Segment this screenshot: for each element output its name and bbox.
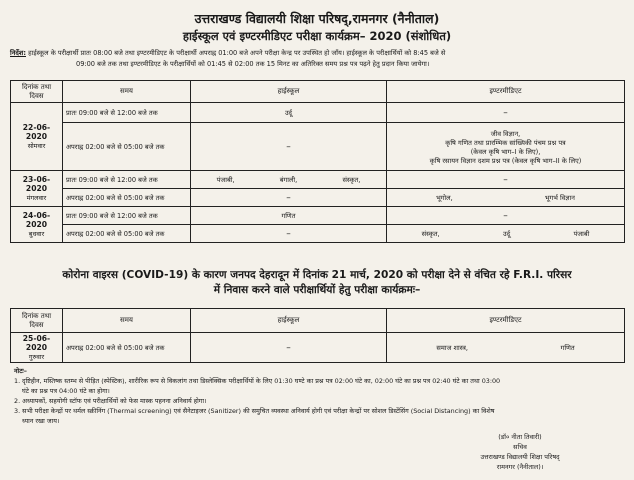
intermediate-subject	[387, 189, 625, 207]
day-value: बुधवार	[28, 230, 45, 238]
footnotes	[14, 366, 620, 426]
day-value: गुरुवार	[28, 353, 45, 361]
date-value: 23-06-2020	[22, 175, 51, 193]
subject-line: जीव विज्ञान,	[490, 129, 521, 138]
intermediate-subject	[387, 333, 625, 363]
footnote-3-cont: ध्यान रखा जाय।	[22, 417, 60, 425]
subject-line: बंगाली,	[279, 176, 298, 184]
footnote-3: 3. सभी परीक्षा केन्द्रों पर थर्मल स्क्रीनिंग (Thermal screening) एवं सैनेटाइजर (Sanitizer) की समुचित व्यवस्था अनिवार्य होगी एवं परीक्षा केन्द्रों पर सोशल डिस्टेंसिंग (Social Distancing) का विशेष	[14, 407, 495, 415]
table-header-row	[11, 309, 625, 333]
schedule-table	[10, 80, 625, 243]
header-time: समय	[63, 81, 191, 103]
subject-line: उर्दू	[502, 230, 511, 238]
subject-line: पंजाबी	[573, 230, 590, 238]
time-cell: अपराह्न 02:00 बजे से 05:00 बजे तक	[63, 333, 191, 363]
footnotes-label: नोटः–	[14, 367, 27, 375]
fri-schedule-table	[10, 308, 625, 363]
highschool-subject: –	[191, 123, 387, 171]
subject-line: गणित	[560, 344, 575, 352]
subject-line: संस्कृत,	[342, 176, 361, 184]
header-date: दिनांक तथा दिवस	[11, 81, 63, 103]
highschool-subject: उर्दू	[191, 103, 387, 123]
subject-line: (केवल कृषि भाग–I के लिए),	[470, 147, 541, 156]
highschool-subject: –	[191, 333, 387, 363]
intermediate-subject: –	[387, 103, 625, 123]
date-cell	[11, 103, 63, 171]
time-cell: अपराह्न 02:00 बजे से 05:00 बजे तक	[63, 123, 191, 171]
table-header-row	[11, 81, 625, 103]
time-cell: प्रातः 09:00 बजे से 12:00 बजे तक	[63, 207, 191, 225]
covid-heading	[10, 268, 624, 298]
instructions-line2: 09:00 बजे तक तथा इण्टरमीडिएट के परीक्षार्थियों को 01:45 से 02:00 तक 15 मिनट का अतिरिक्त समय प्रश्न पत्र पढ़ने हेतु प्रदान किया जायेगा।	[76, 60, 430, 68]
time-cell: अपराह्न 02:00 बजे से 05:00 बजे तक	[63, 189, 191, 207]
footnote-1: 1. दृष्टिहीन, मस्तिष्क स्तम्भ से पीड़ित (स्पेस्टिक), शारीरिक रूप से विकलांग तथा डिस्लेक्सिक परीक्षार्थियों के लिए 01:30 घण्टे का प्रश्न पत्र 02:00 घंटे का, 02:00 घंटे का प्रश्न पत्र 02:40 घंटे का तथा 03:00	[14, 377, 501, 385]
header-time: समय	[63, 309, 191, 333]
subject-line: भूगर्भ विज्ञान	[544, 194, 575, 202]
highschool-subject: –	[191, 225, 387, 243]
date-value: 25-06-2020	[22, 334, 51, 352]
table-row	[11, 189, 625, 207]
table-row	[11, 123, 625, 171]
signatory-name: (डॉ० नीता तिवारी)	[498, 433, 542, 441]
day-value: मंगलवार	[26, 194, 47, 202]
highschool-subject: गणित	[191, 207, 387, 225]
subject-line: कृषि गणित तथा प्रारम्भिक सांख्यिकी पंचम प्रश्न पत्र	[445, 138, 566, 147]
intermediate-subject: –	[387, 171, 625, 189]
board-title: उत्तराखण्ड विद्यालयी शिक्षा परिषद्,रामनगर (नैनीताल)	[194, 11, 440, 26]
time-cell: प्रातः 09:00 बजे से 12:00 बजे तक	[63, 103, 191, 123]
covid-heading-line2: में निवास करने वाले परीक्षार्थियों हेतु परीक्षा कार्यक्रमः–	[213, 284, 421, 296]
highschool-subject: –	[191, 189, 387, 207]
header-date: दिनांक तथा दिवस	[11, 309, 63, 333]
table-row	[11, 103, 625, 123]
covid-heading-line1: कोरोना वाइरस (COVID-19) के कारण जनपद देहरादून में दिनांक 21 मार्च, 2020 को परीक्षा देने से वंचित रहे F.R.I. परिसर	[62, 269, 572, 281]
date-value: 24-06-2020	[22, 211, 51, 229]
header-intermediate: इण्टरमीडिएट	[387, 309, 625, 333]
intermediate-subject: –	[387, 207, 625, 225]
day-value: सोमवार	[27, 142, 46, 150]
subject-line: पंजाबी,	[216, 176, 235, 184]
date-cell	[11, 171, 63, 207]
instructions-label: निर्देश:	[10, 49, 26, 57]
table-row	[11, 225, 625, 243]
header-intermediate: इण्टरमीडिएट	[387, 81, 625, 103]
subject-line: समाज शास्त्र,	[436, 344, 468, 352]
schedule-title: हाईस्कूल एवं इण्टरमीडिएट परीक्षा कार्यक्रम– 2020 (संशोधित)	[182, 29, 452, 43]
instructions	[10, 48, 620, 70]
signatory-org: उत्तराखण्ड विद्यालयी शिक्षा परिषद्	[480, 453, 560, 461]
signature-block	[430, 432, 610, 472]
date-value: 22-06-2020	[22, 123, 51, 141]
intermediate-subject	[387, 225, 625, 243]
subject-line: भूगोल,	[436, 194, 453, 202]
header-highschool: हाईस्कूल	[191, 309, 387, 333]
date-cell	[11, 333, 63, 363]
signatory-title: सचिव	[513, 443, 527, 451]
intermediate-subject	[387, 123, 625, 171]
signatory-place: रामनगर (नैनीताल)।	[496, 463, 544, 471]
table-row	[11, 171, 625, 189]
time-cell: प्रातः 09:00 बजे से 12:00 बजे तक	[63, 171, 191, 189]
highschool-subject	[191, 171, 387, 189]
footnote-2: 2. अध्यापकों, सहयोगी स्टॉफ एवं परीक्षार्थियों को फेस मास्क पहनना अनिवार्य होगा।	[14, 397, 207, 405]
footnote-1-cont: घंटे का प्रश्न पत्र 04:00 घंटे का होगा।	[22, 387, 110, 395]
table-row	[11, 207, 625, 225]
date-cell	[11, 207, 63, 243]
subject-line: संस्कृत,	[421, 230, 440, 238]
subject-line: कृषि रसायन विज्ञान दशम प्रश्न पत्र (केवल कृषि भाग–II के लिए)	[429, 156, 582, 165]
instructions-line1: हाईस्कूल के परीक्षार्थी प्रातः 08:00 बजे तथा इण्टरमीडिएट के परीक्षार्थी अपराह्न 01:00 बजे अपने परीक्षा केन्द्र पर उपस्थित हो जाँय। हाईस्कूल के परीक्षार्थियों को 8:45 बजे से	[28, 49, 446, 57]
time-cell: अपराह्न 02:00 बजे से 05:00 बजे तक	[63, 225, 191, 243]
table-row	[11, 333, 625, 363]
header-highschool: हाईस्कूल	[191, 81, 387, 103]
